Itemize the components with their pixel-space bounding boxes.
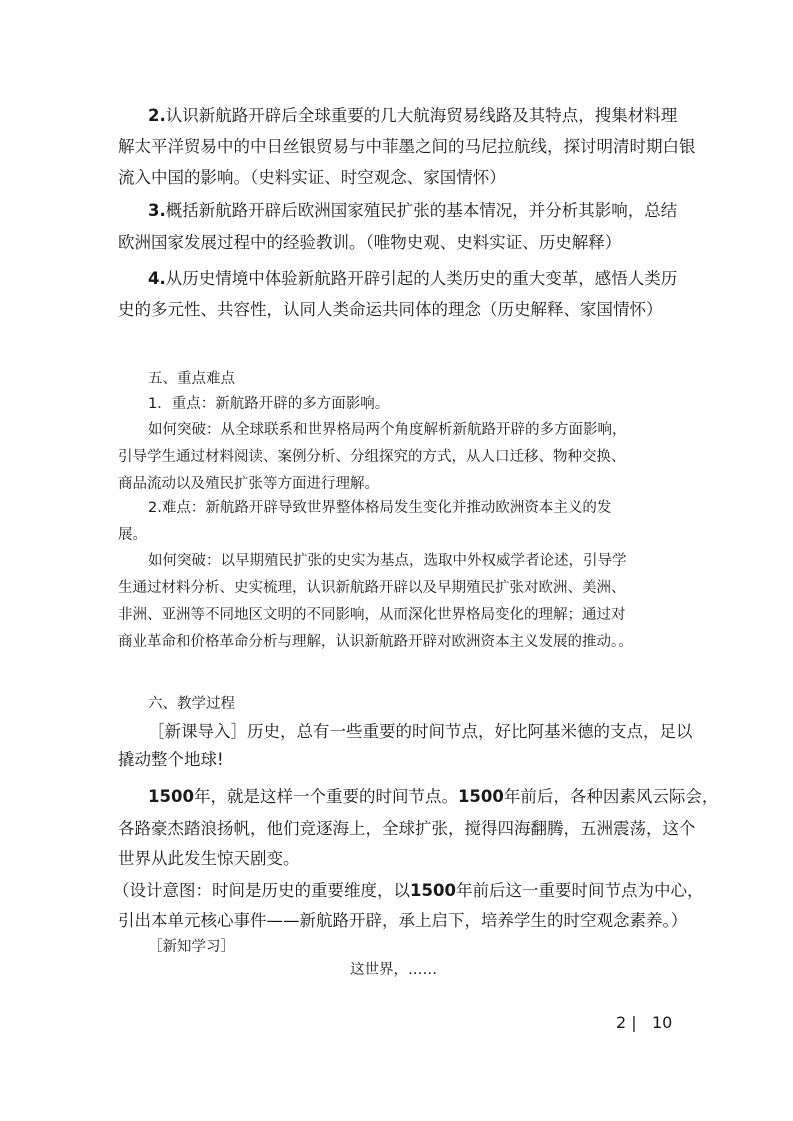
centered-text: 这世界，…… bbox=[350, 962, 437, 978]
objective-3-line-2: 欧洲国家发展过程中的经验教训。（唯物史观、史料实证、历史解释） bbox=[118, 233, 622, 252]
section-5-heading: 五、重点难点 bbox=[148, 371, 235, 387]
objective-2-number: 2. bbox=[148, 106, 166, 125]
page-current: 2 bbox=[616, 1013, 627, 1032]
objective-4-line-1 bbox=[148, 271, 677, 288]
objective-2-line-2: 解太平洋贸易中的中日丝银贸易与中菲墨之间的马尼拉航线，探讨明清时期白银 bbox=[118, 137, 696, 156]
key-point-approach-line-2: 引导学生通过材料阅读、案例分析、分组探究的方式，从人口迁移、物种交换、 bbox=[118, 449, 626, 465]
difficulty-line-1: 2.难点：新航路开辟导致世界整体格局发生变化并推动欧洲资本主义的发 bbox=[148, 500, 612, 516]
objective-3-line-1 bbox=[148, 203, 677, 220]
year-1500-second: 1500 bbox=[457, 787, 504, 806]
design-intent-text-a: （设计意图：时间是历史的重要维度，以 bbox=[113, 881, 410, 900]
difficulty-line-2: 展。 bbox=[118, 527, 147, 543]
intro-line-2: 撬动整个地球! bbox=[118, 750, 224, 769]
page-number bbox=[616, 1013, 672, 1032]
objective-2-line-3: 流入中国的影响。（史料实证、时空观念、家国情怀） bbox=[118, 168, 506, 187]
difficulty-approach-line-3: 非洲、亚洲等不同地区文明的不同影响，从而深化世界格局变化的理解；通过对 bbox=[118, 607, 626, 623]
difficulty-approach-line-4: 商业革命和价格革命分析与理解，认识新航路开辟对欧洲资本主义发展的推动。。 bbox=[118, 634, 633, 650]
objective-4-number: 4. bbox=[148, 269, 166, 288]
year-1500-line-1 bbox=[148, 789, 718, 806]
objective-4-text: 从历史情境中体验新航路开辟引起的人类历史的重大变革，感悟人类历 bbox=[165, 269, 678, 288]
design-intent-year: 1500 bbox=[410, 881, 456, 900]
year-1500-text-a: 年，就是这样一个重要的时间节点。 bbox=[193, 787, 458, 806]
year-1500-line-3: 世界从此发生惊天剧变。 bbox=[118, 849, 300, 868]
objective-3-text: 概括新航路开辟后欧洲国家殖民扩张的基本情况，并分析其影响，总结 bbox=[165, 201, 678, 220]
design-intent-text-b: 年前后这一重要时间节点为中心， bbox=[455, 881, 704, 900]
difficulty-approach-line-2: 生通过材料分析、史实梳理，认识新航路开辟以及早期殖民扩张对欧洲、美洲、 bbox=[118, 580, 626, 596]
objective-4-line-2: 史的多元性、共容性，认同人类命运共同体的理念（历史解释、家国情怀） bbox=[118, 300, 663, 319]
design-intent-line-1 bbox=[113, 883, 703, 900]
page-separator: | bbox=[631, 1013, 637, 1032]
year-1500-line-2: 各路豪杰踏浪扬帆，他们竞逐海上，全球扩张，搅得四海翻腾，五洲震荡，这个 bbox=[118, 819, 696, 838]
intro-line-1: ［新课导入］历史，总有一些重要的时间节点，好比阿基米德的支点，足以 bbox=[148, 722, 693, 741]
page-total: 10 bbox=[651, 1013, 673, 1032]
year-1500-text-b: 年前后，各种因素风云际会， bbox=[503, 787, 719, 806]
key-point: 1．重点：新航路开辟的多方面影响。 bbox=[148, 396, 390, 412]
key-point-approach-line-3: 商品流动以及殖民扩张等方面进行理解。 bbox=[118, 476, 379, 492]
key-point-approach-line-1: 如何突破：从全球联系和世界格局两个角度解析新航路开辟的多方面影响， bbox=[148, 422, 627, 438]
objective-3-number: 3. bbox=[148, 201, 166, 220]
difficulty-approach-line-1: 如何突破：以早期殖民扩张的史实为基点，选取中外权威学者论述，引导学 bbox=[148, 553, 627, 569]
year-1500: 1500 bbox=[148, 787, 194, 806]
objective-2-text: 认识新航路开辟后全球重要的几大航海贸易线路及其特点，搜集材料理 bbox=[165, 106, 678, 125]
new-knowledge-label: ［新知学习］ bbox=[148, 939, 235, 955]
design-intent-line-2: 引出本单元核心事件——新航路开辟，承上启下，培养学生的时空观念素养。） bbox=[118, 911, 688, 930]
section-6-heading: 六、教学过程 bbox=[148, 696, 235, 712]
objective-2-line-1 bbox=[148, 108, 677, 125]
